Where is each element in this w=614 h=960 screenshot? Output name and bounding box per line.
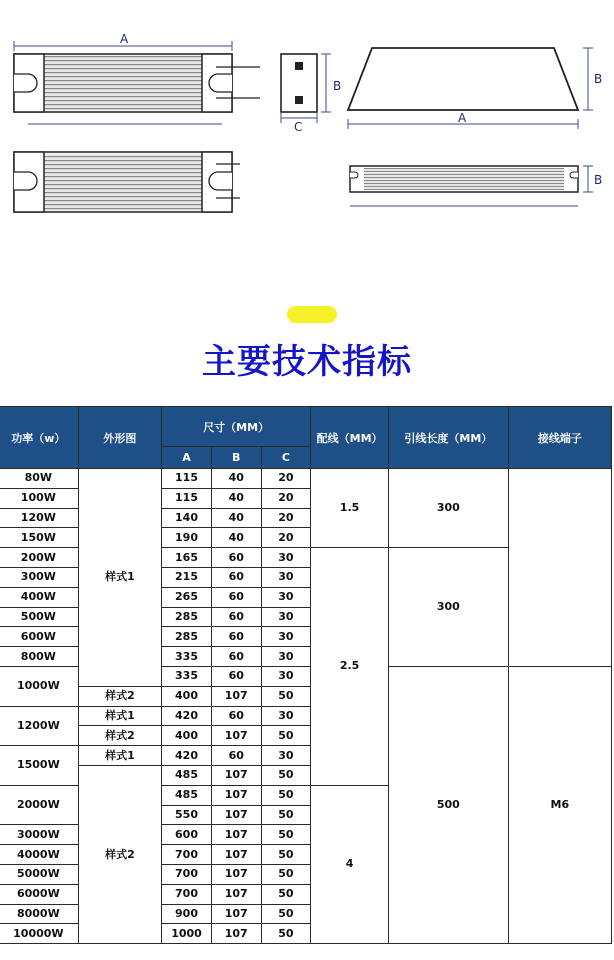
- header-terminal: 接线端子: [508, 407, 611, 469]
- dim-c-cell: 50: [261, 845, 311, 865]
- dim-a-label-1: A: [120, 32, 129, 46]
- resistor-top-view: [14, 152, 240, 212]
- dim-a-cell: 265: [162, 587, 212, 607]
- dim-c-cell: 30: [261, 607, 311, 627]
- dim-c-cell: 50: [261, 825, 311, 845]
- dim-b-cell: 107: [211, 845, 261, 865]
- power-cell: 2000W: [0, 785, 78, 825]
- dim-b-cell: 107: [211, 864, 261, 884]
- dim-c-cell: 30: [261, 746, 311, 766]
- shape-cell: 样式1: [78, 706, 161, 726]
- page-title: 主要技术指标: [202, 342, 412, 382]
- dim-b-cell: 40: [211, 488, 261, 508]
- dim-c-cell: 30: [261, 706, 311, 726]
- dim-b-cell: 107: [211, 765, 261, 785]
- dim-c-cell: 50: [261, 765, 311, 785]
- dim-a-cell: 700: [162, 884, 212, 904]
- dim-c-cell: 30: [261, 548, 311, 568]
- lead-cell: 500: [389, 666, 509, 943]
- power-cell: 5000W: [0, 864, 78, 884]
- dim-a-cell: 165: [162, 548, 212, 568]
- dimension-drawings: [0, 0, 614, 230]
- dim-c-cell: 50: [261, 884, 311, 904]
- dim-b-cell: 60: [211, 627, 261, 647]
- dim-a-cell: 335: [162, 666, 212, 686]
- power-cell: 800W: [0, 647, 78, 667]
- dim-a-cell: 115: [162, 469, 212, 489]
- dim-c-cell: 50: [261, 726, 311, 746]
- dim-a-cell: 115: [162, 488, 212, 508]
- shape-cell: 样式2: [78, 726, 161, 746]
- dim-b-cell: 60: [211, 666, 261, 686]
- yellow-pill-decoration: [287, 306, 337, 323]
- power-cell: 150W: [0, 528, 78, 548]
- terminal-cell: [508, 469, 611, 667]
- dim-b-cell: 40: [211, 469, 261, 489]
- shape-cell: 样式1: [78, 746, 161, 766]
- power-cell: 120W: [0, 508, 78, 528]
- shape-cell: 样式1: [78, 469, 161, 687]
- dim-b-cell: 60: [211, 567, 261, 587]
- header-shape: 外形图: [78, 407, 161, 469]
- dim-c-cell: 20: [261, 508, 311, 528]
- spec-table: [0, 406, 612, 944]
- dim-c-cell: 30: [261, 647, 311, 667]
- header-c: C: [261, 447, 311, 469]
- dim-c-cell: 20: [261, 488, 311, 508]
- dim-c-cell: 50: [261, 924, 311, 944]
- dim-b-cell: 60: [211, 746, 261, 766]
- wire-cell: 1.5: [311, 469, 389, 548]
- dim-c-cell: 50: [261, 904, 311, 924]
- lead-cell: 300: [389, 548, 509, 667]
- dim-c-label-1: C: [294, 120, 303, 134]
- dim-a-cell: 140: [162, 508, 212, 528]
- dim-a-cell: 285: [162, 627, 212, 647]
- power-cell: 1200W: [0, 706, 78, 746]
- resistor-front-view: [14, 32, 260, 124]
- header-lead-length: 引线长度（MM）: [389, 407, 509, 469]
- dim-a-cell: 420: [162, 746, 212, 766]
- shape-cell: 样式2: [78, 765, 161, 943]
- dim-b-cell: 40: [211, 508, 261, 528]
- dim-b-cell: 60: [211, 706, 261, 726]
- dim-b-cell: 60: [211, 548, 261, 568]
- dim-b-label-1: B: [333, 79, 342, 93]
- dim-a-cell: 485: [162, 785, 212, 805]
- dim-b-cell: 107: [211, 726, 261, 746]
- header-a: A: [162, 447, 212, 469]
- header-b: B: [211, 447, 261, 469]
- wire-cell: 2.5: [311, 548, 389, 786]
- power-cell: 600W: [0, 627, 78, 647]
- dim-b-cell: 60: [211, 587, 261, 607]
- dim-b-cell: 60: [211, 647, 261, 667]
- dim-b-cell: 107: [211, 884, 261, 904]
- power-cell: 200W: [0, 548, 78, 568]
- dim-b-cell: 107: [211, 825, 261, 845]
- power-cell: 100W: [0, 488, 78, 508]
- dim-b-cell: 107: [211, 805, 261, 825]
- power-cell: 80W: [0, 469, 78, 489]
- table-row: [0, 469, 612, 489]
- dim-a-cell: 550: [162, 805, 212, 825]
- dim-a-cell: 285: [162, 607, 212, 627]
- dim-b-label-3: B: [594, 173, 603, 187]
- dim-b-label-2: B: [594, 72, 603, 86]
- terminal-cell: M6: [508, 666, 611, 943]
- header-power: 功率（w）: [0, 407, 78, 469]
- dim-a-label-2: A: [458, 111, 467, 125]
- dim-a-cell: 700: [162, 864, 212, 884]
- resistor-profile-view: [348, 48, 602, 129]
- dim-a-cell: 400: [162, 726, 212, 746]
- power-cell: 3000W: [0, 825, 78, 845]
- power-cell: 8000W: [0, 904, 78, 924]
- dim-c-cell: 30: [261, 587, 311, 607]
- resistor-thin-view: [350, 166, 602, 206]
- dim-b-cell: 107: [211, 785, 261, 805]
- power-cell: 400W: [0, 587, 78, 607]
- dim-a-cell: 700: [162, 845, 212, 865]
- dim-a-cell: 420: [162, 706, 212, 726]
- power-cell: 10000W: [0, 924, 78, 944]
- dim-c-cell: 50: [261, 805, 311, 825]
- dim-a-cell: 900: [162, 904, 212, 924]
- power-cell: 6000W: [0, 884, 78, 904]
- dim-a-cell: 1000: [162, 924, 212, 944]
- dim-a-cell: 215: [162, 567, 212, 587]
- lead-cell: 300: [389, 469, 509, 548]
- dim-b-cell: 107: [211, 686, 261, 706]
- dim-b-cell: 40: [211, 528, 261, 548]
- dim-c-cell: 50: [261, 785, 311, 805]
- resistor-side-view: [281, 54, 341, 134]
- power-cell: 1000W: [0, 666, 78, 706]
- dim-a-cell: 335: [162, 647, 212, 667]
- dim-a-cell: 600: [162, 825, 212, 845]
- dim-c-cell: 20: [261, 528, 311, 548]
- dim-c-cell: 50: [261, 864, 311, 884]
- power-cell: 500W: [0, 607, 78, 627]
- dim-a-cell: 190: [162, 528, 212, 548]
- power-cell: 1500W: [0, 746, 78, 786]
- dim-c-cell: 20: [261, 469, 311, 489]
- power-cell: 300W: [0, 567, 78, 587]
- dim-c-cell: 30: [261, 567, 311, 587]
- dim-c-cell: 50: [261, 686, 311, 706]
- shape-cell: 样式2: [78, 686, 161, 706]
- dim-b-cell: 107: [211, 924, 261, 944]
- dim-b-cell: 60: [211, 607, 261, 627]
- power-cell: 4000W: [0, 845, 78, 865]
- dim-a-cell: 485: [162, 765, 212, 785]
- dim-b-cell: 107: [211, 904, 261, 924]
- wire-cell: 4: [311, 785, 389, 943]
- dim-c-cell: 30: [261, 666, 311, 686]
- dim-c-cell: 30: [261, 627, 311, 647]
- dim-a-cell: 400: [162, 686, 212, 706]
- header-size: 尺寸（MM）: [162, 407, 311, 447]
- header-wire: 配线（MM）: [311, 407, 389, 469]
